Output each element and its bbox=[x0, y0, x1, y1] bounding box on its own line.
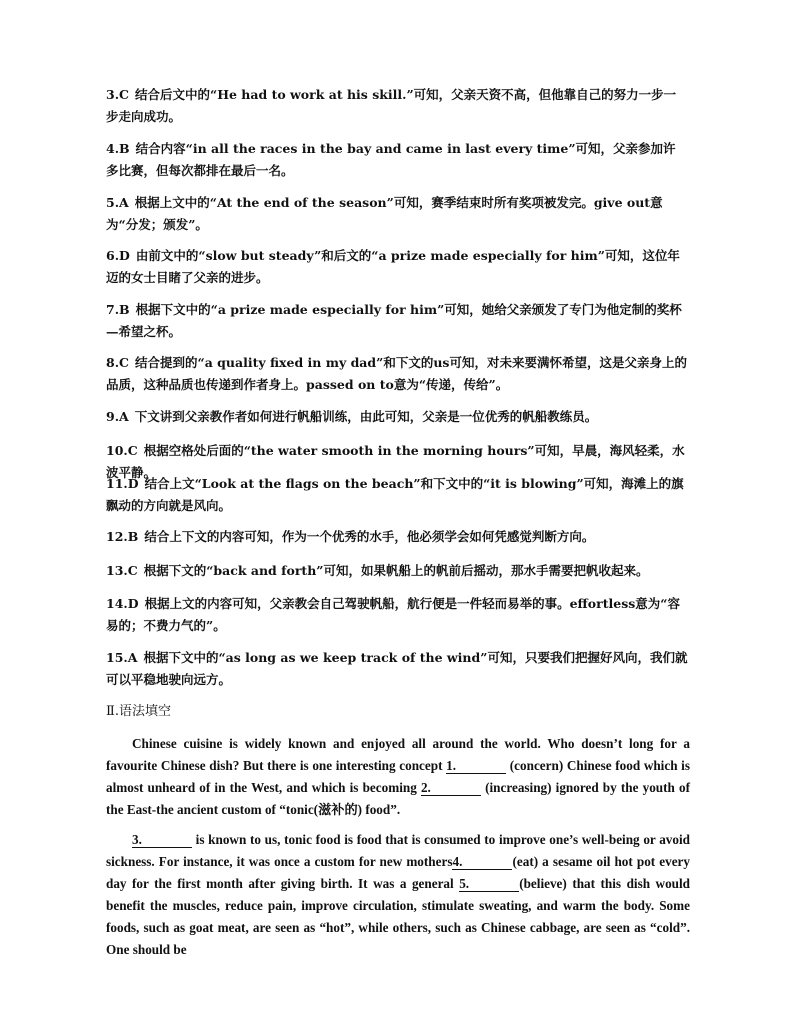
blank-5: 5. bbox=[459, 877, 519, 892]
answer-item-8 bbox=[106, 352, 688, 396]
answer-item-12 bbox=[106, 526, 688, 548]
answer-number: 12.B bbox=[106, 529, 139, 544]
answer-number: 10.C bbox=[106, 443, 138, 458]
answer-number: 9.A bbox=[106, 409, 129, 424]
answer-explanation: 由前文中的“slow but steady”和后文的“a prize made especially for him”可知，这位年迈的女士目睹了父亲的进步。 bbox=[106, 248, 680, 285]
passage-text: (increasing) ignored by the youth of the East-the ancient custom of “tonic(滋补的) food”. bbox=[106, 780, 691, 817]
blank-1: 1. bbox=[446, 759, 506, 774]
answer-explanation: 结合上下文的内容可知，作为一个优秀的水手，他必须学会如何凭感觉判断方向。 bbox=[144, 529, 595, 544]
passage-paragraph-1 bbox=[106, 733, 690, 821]
section-heading: Ⅱ.语法填空 bbox=[106, 704, 171, 719]
answer-explanation: 根据空格处后面的“the water smooth in the morning hours”可知，早晨，海风轻柔，水波平静。 bbox=[106, 443, 685, 480]
blank-2: 2. bbox=[421, 781, 481, 796]
answer-number: 7.B bbox=[106, 302, 130, 317]
answer-explanation: 结合内容“in all the races in the bay and came in last every time”可知，父亲参加许多比赛，但每次都排在最后一名。 bbox=[106, 141, 676, 178]
answer-item-5 bbox=[106, 192, 688, 236]
answer-item-11 bbox=[106, 473, 688, 517]
answer-item-15 bbox=[106, 647, 688, 691]
passage-text: (concern) Chinese food which is almost unheard of in the West, and which is becoming bbox=[106, 758, 690, 795]
answer-item-6 bbox=[106, 245, 688, 289]
answer-number: 5.A bbox=[106, 195, 129, 210]
answer-explanation: 根据上文中的“At the end of the season”可知，赛季结束时所有奖项被发完。give out意为“分发；颁发”。 bbox=[106, 195, 663, 232]
blank-3: 3. bbox=[132, 833, 192, 848]
answer-explanation: 结合提到的“a quality fixed in my dad”和下文的us可知，对未来要满怀希望，这是父亲身上的品质，这种品质也传递到作者身上。passed on to意为“传递，传给”。 bbox=[106, 355, 687, 392]
answer-explanation: 根据上文的内容可知，父亲教会自己驾驶帆船，航行便是一件轻而易举的事。effortless意为“容易的；不费力气的”。 bbox=[106, 596, 680, 633]
passage-text: (believe) that this dish would benefit the muscles, reduce pain, improve circulation, stimulate sweating, and warm the body. Some foods, such as goat meat, are seen as “hot”, while others, such as Chinese cabbage, are seen as “cold”. One should be bbox=[106, 876, 690, 957]
answer-number: 11.D bbox=[106, 476, 139, 491]
answer-explanation: 下文讲到父亲教作者如何进行帆船训练，由此可知，父亲是一位优秀的帆船教练员。 bbox=[134, 409, 598, 424]
passage-text: is known to us, tonic food is food that is consumed to improve one’s well-being or avoid sickness. For instance, it was once a custom for new mothers bbox=[106, 832, 690, 869]
answer-item-3 bbox=[106, 84, 688, 128]
answer-item-13 bbox=[106, 560, 688, 582]
answer-number: 6.D bbox=[106, 248, 130, 263]
answer-item-14 bbox=[106, 593, 688, 637]
passage-paragraph-2 bbox=[106, 829, 690, 961]
blank-4: 4. bbox=[452, 855, 512, 870]
answer-number: 4.B bbox=[106, 141, 130, 156]
answer-explanation: 根据下文中的“as long as we keep track of the wind”可知，只要我们把握好风向，我们就可以平稳地驶向远方。 bbox=[106, 650, 688, 687]
answer-explanation: 结合后文中的“He had to work at his skill.”可知，父亲天资不高，但他靠自己的努力一步一步走向成功。 bbox=[106, 87, 677, 124]
answer-item-4 bbox=[106, 138, 688, 182]
answer-item-7 bbox=[106, 299, 688, 343]
answer-number: 14.D bbox=[106, 596, 139, 611]
answer-explanation: 根据下文中的“a prize made especially for him”可知，她给父亲颁发了专门为他定制的奖杯—希望之杯。 bbox=[106, 302, 682, 339]
passage-text: Chinese cuisine is widely known and enjoyed all around the world. Who doesn’t long for a favourite Chinese dish? But there is one interesting concept bbox=[106, 736, 690, 773]
answer-number: 8.C bbox=[106, 355, 129, 370]
answer-number: 15.A bbox=[106, 650, 138, 665]
answer-number: 13.C bbox=[106, 563, 138, 578]
answer-number: 3.C bbox=[106, 87, 129, 102]
answer-explanation: 结合上文“Look at the flags on the beach”和下文中的“it is blowing”可知，海滩上的旗飘动的方向就是风向。 bbox=[106, 476, 684, 513]
answer-explanation: 根据下文的“back and forth”可知，如果帆船上的帆前后摇动，那水手需要把帆收起来。 bbox=[143, 563, 649, 578]
answer-item-9 bbox=[106, 406, 688, 428]
passage-text: (eat) a sesame oil hot pot every day for the first month after giving birth. It was a general bbox=[106, 854, 691, 891]
